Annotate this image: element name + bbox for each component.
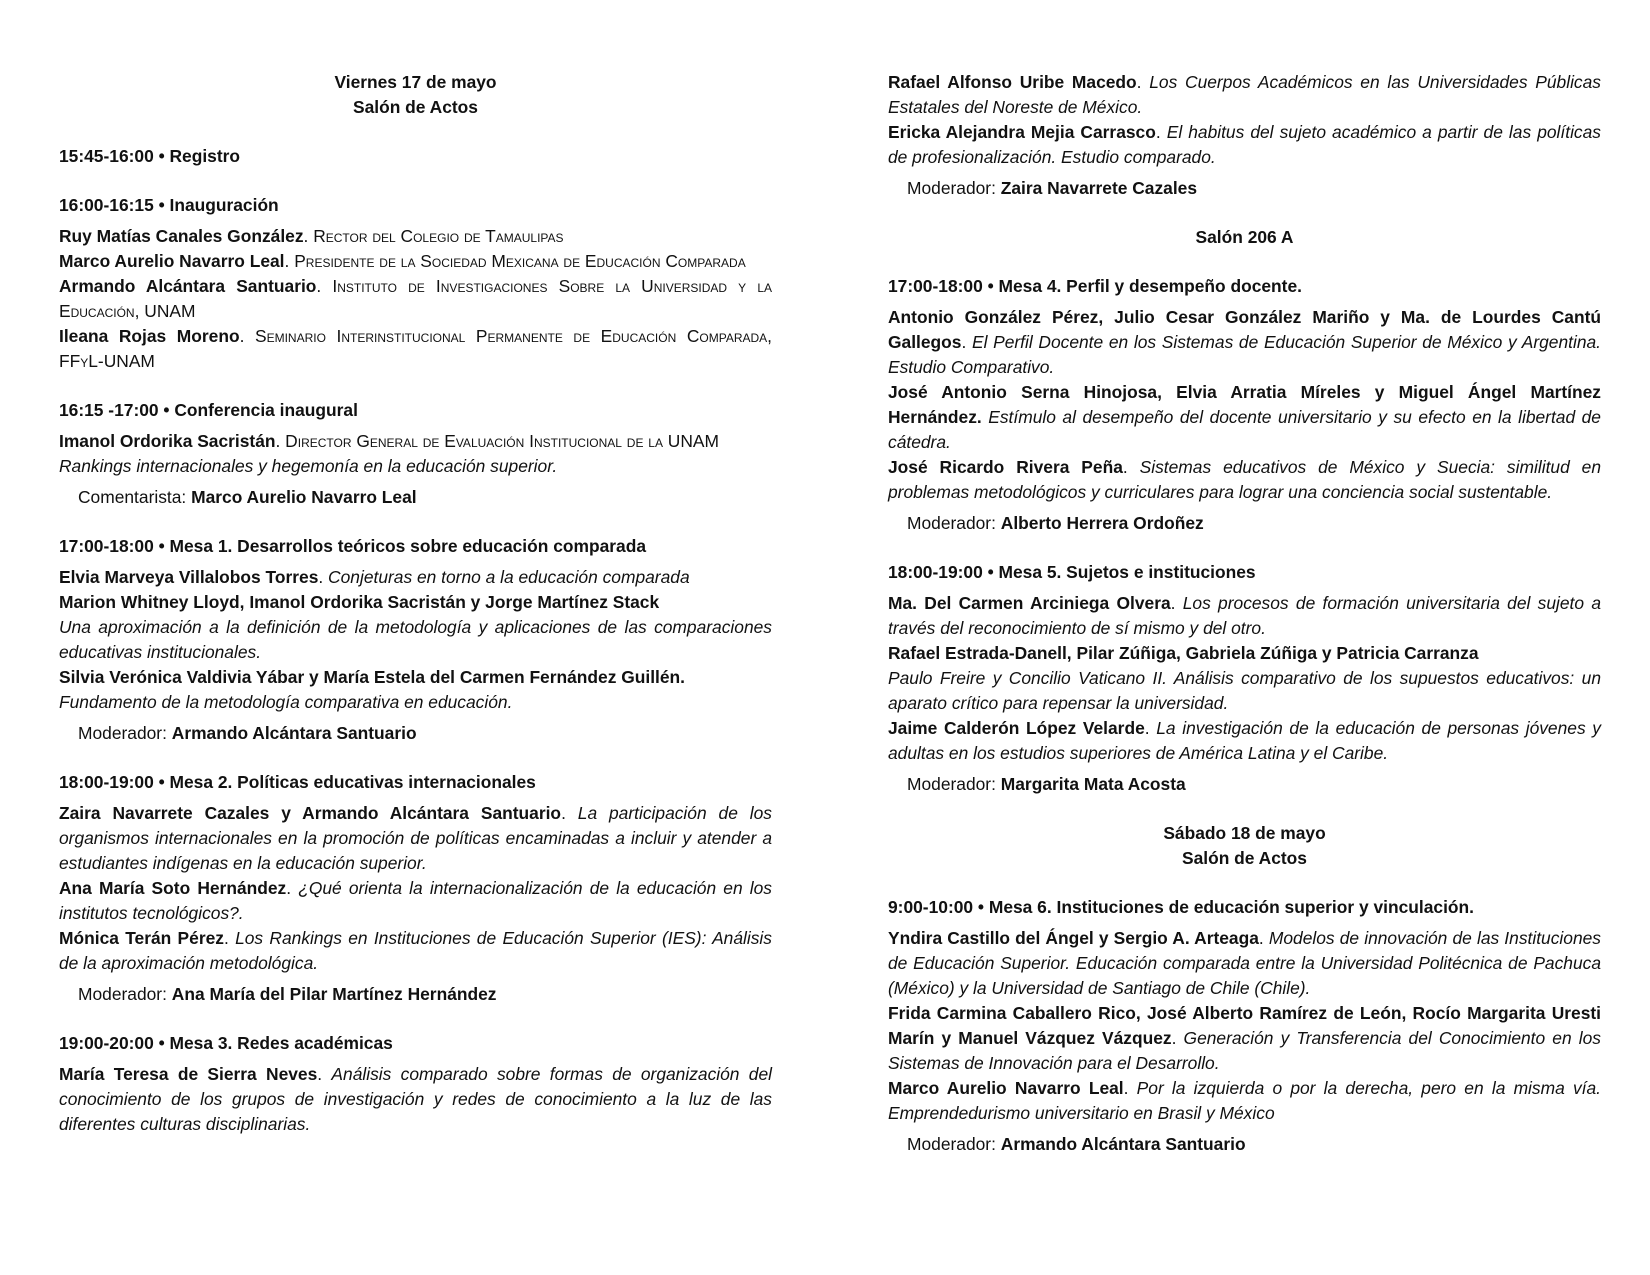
paper-title: Por la izquierda o por la derecha, pero en la misma vía. Emprendedurismo universitario en Brasil y México: [888, 1078, 1601, 1123]
separator: .: [223, 928, 236, 948]
author-names: José Ricardo Rivera Peña: [888, 457, 1123, 477]
program-entry: [59, 801, 772, 876]
program-entry: [59, 249, 772, 274]
affiliation: Instituto de Investigaciones Sobre la Universidad y la Educación, UNAM: [59, 276, 772, 321]
left-sessions: [59, 144, 772, 1137]
session-block: [888, 895, 1601, 1157]
affiliation: Presidente de la Sociedad Mexicana de Educación Comparada: [294, 251, 746, 271]
paper-title: Una aproximación a la definición de la metodología y aplicaciones de las comparaciones educativas institucionales.: [59, 617, 772, 662]
role-label: Moderador:: [78, 723, 172, 743]
role-person: Ana María del Pilar Martínez Hernández: [171, 984, 497, 1004]
session-role: [59, 485, 772, 510]
session-block: [888, 560, 1601, 797]
session-block: [59, 193, 772, 374]
separator: .: [1122, 457, 1140, 477]
session-time-title: 9:00-10:00 • Mesa 6. Instituciones de educación superior y vinculación.: [888, 897, 1474, 917]
program-entry: [59, 224, 772, 249]
paper-title: Los procesos de formación universitaria del sujeto a través del reconocimiento de sí mismo y del otro.: [888, 593, 1601, 638]
session-time-title: 18:00-19:00 • Mesa 2. Políticas educativas internacionales: [59, 772, 536, 792]
program-entry: [59, 665, 772, 690]
right-column: [888, 70, 1601, 1157]
program-entry: [888, 591, 1601, 641]
venue-title: Salón de Actos: [353, 97, 478, 117]
session-time-title: 16:15 -17:00 • Conferencia inaugural: [59, 400, 358, 420]
program-entry: [59, 274, 772, 324]
session-role: [59, 721, 772, 746]
day-title: Viernes 17 de mayo: [334, 72, 497, 92]
separator: .: [286, 878, 299, 898]
paper-title: ¿Qué orienta la internacionalización de la educación en los institutos tecnológicos?.: [59, 878, 772, 923]
program-entry: [59, 615, 772, 665]
paper-title: Conjeturas en torno a la educación comparada: [328, 567, 690, 587]
right-sessions-a: [888, 274, 1601, 797]
role-person: Alberto Herrera Ordoñez: [1000, 513, 1204, 533]
paper-title: El Perfil Docente en los Sistemas de Educación Superior de México y Argentina. Estudio Comparativo.: [888, 332, 1601, 377]
program-entry: [888, 305, 1601, 380]
separator: .: [316, 276, 333, 296]
continued-session: [888, 70, 1601, 201]
author-names: Silvia Verónica Valdivia Yábar y María Estela del Carmen Fernández Guillén.: [59, 667, 686, 687]
program-entry: [888, 716, 1601, 766]
separator: .: [1136, 72, 1150, 92]
author-names: Ma. Del Carmen Arciniega Olvera: [888, 593, 1171, 613]
session-role: [888, 511, 1601, 536]
program-entry: [888, 641, 1601, 666]
author-names: Mónica Terán Pérez: [59, 928, 224, 948]
day-title: Sábado 18 de mayo: [1163, 823, 1326, 843]
author-names: Yndira Castillo del Ángel y Sergio A. Arteaga: [888, 928, 1259, 948]
paper-title: Estímulo al desempeño del docente universitario y su efecto en la libertad de cátedra.: [888, 407, 1601, 452]
author-names: Imanol Ordorika Sacristán: [59, 431, 276, 451]
session-role: [888, 772, 1601, 797]
separator: .: [1170, 593, 1183, 613]
role-person: Armando Alcántara Santuario: [171, 723, 417, 743]
right-sessions-b: [888, 895, 1601, 1157]
program-entry: [59, 876, 772, 926]
author-names: Frida Carmina Caballero Rico, José Alberto Ramírez de León, Rocío Margarita Uresti Marín y Manuel Vázquez Vázquez: [888, 1003, 1601, 1048]
program-entry: [888, 1001, 1601, 1076]
author-names: Elvia Marveya Villalobos Torres: [59, 567, 319, 587]
program-entry: [59, 926, 772, 976]
program-entry: [59, 324, 772, 374]
program-entry: [59, 429, 772, 454]
program-entry: [59, 590, 772, 615]
session-block: [59, 770, 772, 1007]
separator: .: [961, 332, 972, 352]
author-names: María Teresa de Sierra Neves: [59, 1064, 318, 1084]
role-label: Comentarista:: [78, 487, 192, 507]
author-names: Ileana Rojas Moreno: [59, 326, 240, 346]
author-names: Armando Alcántara Santuario: [59, 276, 317, 296]
paper-title: Generación y Transferencia del Conocimiento en los Sistemas de Innovación para el Desarrollo.: [888, 1028, 1601, 1073]
venue-title: Salón de Actos: [1182, 848, 1307, 868]
role-label: Moderador:: [907, 513, 1001, 533]
role-label: Moderador:: [907, 774, 1001, 794]
separator: .: [1144, 718, 1157, 738]
session-block: [59, 1031, 772, 1137]
affiliation: Director General de Evaluación Institucional de la UNAM: [285, 431, 720, 451]
author-names: Jaime Calderón López Velarde: [888, 718, 1145, 738]
program-entry: [888, 380, 1601, 455]
role-label: Moderador:: [907, 1134, 1001, 1154]
program-entry: [888, 1076, 1601, 1126]
venue-title: Salón 206 A: [1195, 227, 1294, 247]
separator: .: [318, 567, 329, 587]
session-block: [59, 534, 772, 746]
author-names: Rafael Estrada-Danell, Pilar Zúñiga, Gabriela Zúñiga y Patricia Carranza: [888, 643, 1479, 663]
program-entry: [888, 666, 1601, 716]
program-entry: [59, 565, 772, 590]
session-time-title: 17:00-18:00 • Mesa 4. Perfil y desempeño docente.: [888, 276, 1302, 296]
separator: .: [284, 251, 295, 271]
paper-title: La investigación de la educación de personas jóvenes y adultas en los estudios superiores de América Latina y el Caribe.: [888, 718, 1601, 763]
separator: .: [275, 431, 286, 451]
paper-title: Los Cuerpos Académicos en las Universidades Públicas Estatales del Noreste de México.: [888, 72, 1601, 117]
program-entry: [888, 120, 1601, 170]
role-person: Zaira Navarrete Cazales: [1000, 178, 1198, 198]
author-names: Marion Whitney Lloyd, Imanol Ordorika Sacristán y Jorge Martínez Stack: [59, 592, 660, 612]
program-entry: [59, 454, 772, 479]
paper-title: Fundamento de la metodología comparativa en educación.: [59, 692, 513, 712]
role-person: Armando Alcántara Santuario: [1000, 1134, 1246, 1154]
paper-title: Sistemas educativos de México y Suecia: similitud en problemas metodológicos y curriculares para lograr una conciencia social sustentable.: [888, 457, 1601, 502]
author-names: Marco Aurelio Navarro Leal: [59, 251, 285, 271]
author-names: José Antonio Serna Hinojosa, Elvia Arratia Míreles y Miguel Ángel Martínez Hernández.: [888, 382, 1601, 427]
session-time-title: 18:00-19:00 • Mesa 5. Sujetos e instituciones: [888, 562, 1256, 582]
separator: .: [239, 326, 255, 346]
program-entry: [888, 926, 1601, 1001]
paper-title: La participación de los organismos internacionales en la promoción de políticas encaminadas a incluir y atender a estudiantes indígenas en la educación superior.: [59, 803, 772, 873]
separator: .: [1258, 928, 1269, 948]
session-role: [888, 176, 1601, 201]
separator: .: [561, 803, 578, 823]
paper-title: El habitus del sujeto académico a partir de las políticas de profesionalización. Estudio comparado.: [888, 122, 1601, 167]
paper-title: Los Rankings en Instituciones de Educación Superior (IES): Análisis de la aproximación metodológica.: [59, 928, 772, 973]
affiliation: Seminario Interinstitucional Permanente de Educación Comparada, FFyL-UNAM: [59, 326, 772, 371]
session-time-title: 19:00-20:00 • Mesa 3. Redes académicas: [59, 1033, 393, 1053]
author-names: Ericka Alejandra Mejia Carrasco: [888, 122, 1156, 142]
session-block: [59, 398, 772, 510]
author-names: Rafael Alfonso Uribe Macedo: [888, 72, 1137, 92]
author-names: Zaira Navarrete Cazales y Armando Alcántara Santuario: [59, 803, 562, 823]
program-entry: [59, 690, 772, 715]
affiliation: Rector del Colegio de Tamaulipas: [313, 226, 564, 246]
session-role: [59, 982, 772, 1007]
paper-title: Análisis comparado sobre formas de organización del conocimiento de los grupos de investigación y redes de conocimiento a la luz de las diferentes culturas disciplinarias.: [59, 1064, 772, 1134]
left-column: [59, 70, 772, 1137]
role-label: Moderador:: [907, 178, 1001, 198]
author-names: Marco Aurelio Navarro Leal: [888, 1078, 1124, 1098]
author-names: Ruy Matías Canales González: [59, 226, 304, 246]
session-time-title: 15:45-16:00 • Registro: [59, 146, 241, 166]
program-entry: [59, 1062, 772, 1137]
separator: .: [1123, 1078, 1137, 1098]
session-block: [59, 144, 772, 169]
author-names: Ana María Soto Hernández: [59, 878, 287, 898]
session-role: [888, 1132, 1601, 1157]
author-names: Antonio González Pérez, Julio Cesar González Mariño y Ma. de Lourdes Cantú Gallegos: [888, 307, 1601, 352]
program-entry: [888, 70, 1601, 120]
paper-title: Rankings internacionales y hegemonía en la educación superior.: [59, 456, 558, 476]
paper-title: Modelos de innovación de las Instituciones de Educación Superior. Educación comparada entre la Universidad Politécnica de Pachuca (México) y la Universidad de Santiago de Chile (Chile).: [888, 928, 1601, 998]
separator: .: [1171, 1028, 1184, 1048]
role-person: Margarita Mata Acosta: [1000, 774, 1186, 794]
session-block: [888, 274, 1601, 536]
session-time-title: 16:00-16:15 • Inauguración: [59, 195, 279, 215]
role-person: Marco Aurelio Navarro Leal: [191, 487, 417, 507]
session-time-title: 17:00-18:00 • Mesa 1. Desarrollos teóricos sobre educación comparada: [59, 536, 646, 556]
separator: .: [1155, 122, 1167, 142]
separator: .: [303, 226, 314, 246]
program-entry: [888, 455, 1601, 505]
role-label: Moderador:: [78, 984, 172, 1004]
paper-title: Paulo Freire y Concilio Vaticano II. Análisis comparativo de los supuestos educativos: un aparato crítico para repensar la universidad.: [888, 668, 1601, 713]
separator: .: [317, 1064, 332, 1084]
